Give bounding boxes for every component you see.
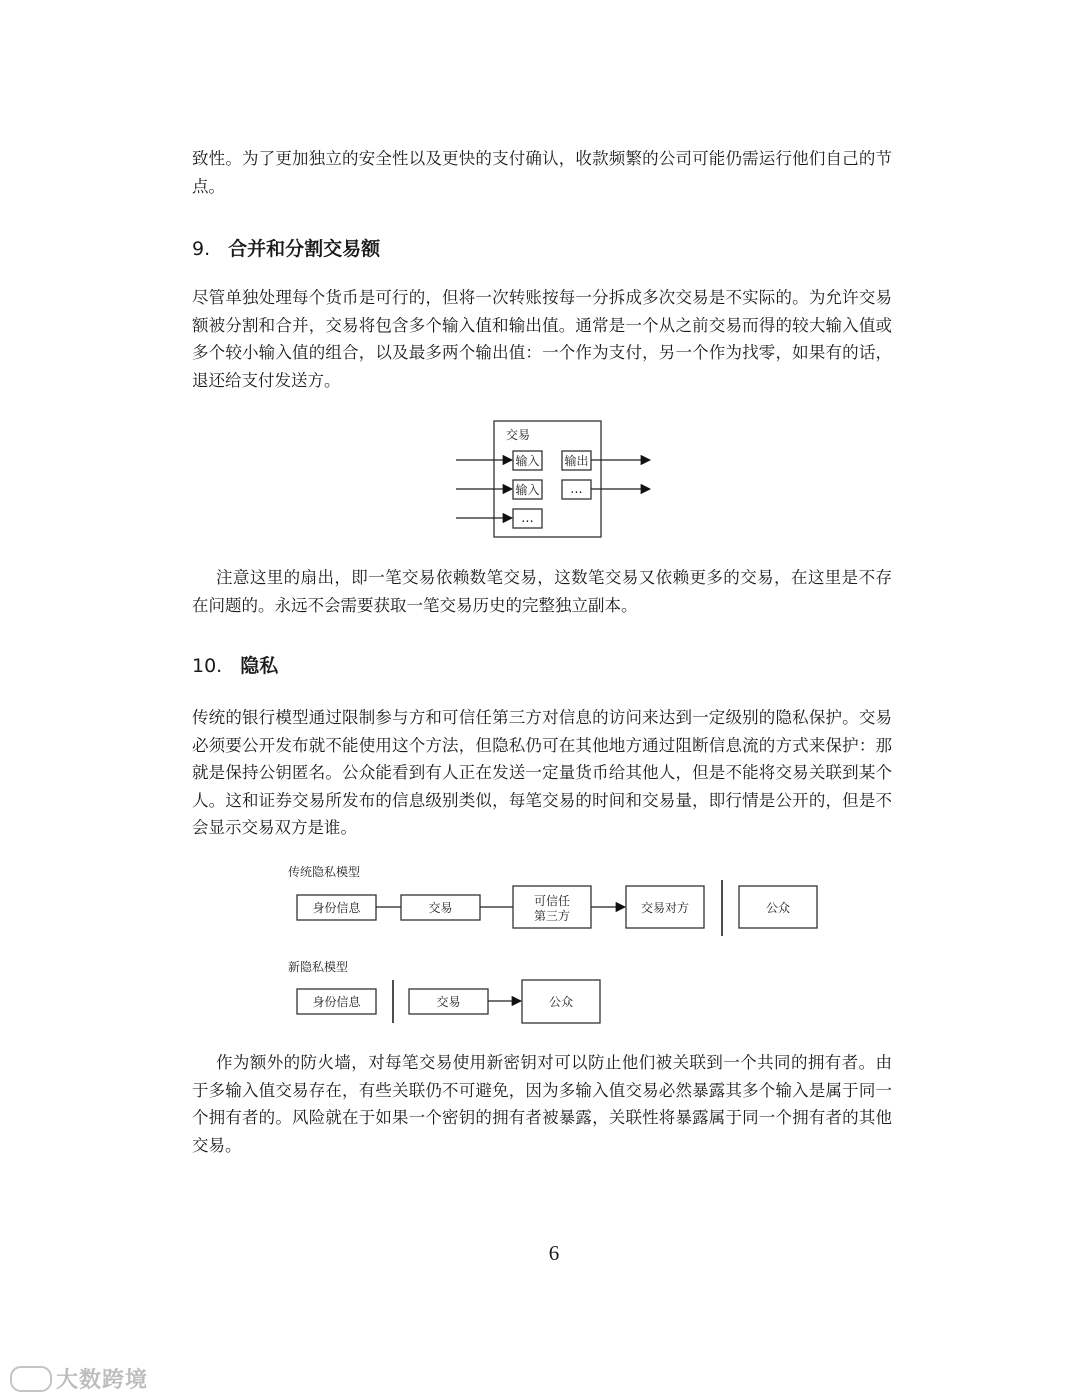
input-more-label: ...: [521, 511, 534, 526]
new-identity-label: 身份信息: [312, 995, 361, 1009]
section-10-closing: 作为额外的防火墙，对每笔交易使用新密钥对可以防止他们被关联到一个共同的拥有者。由于多输入值交易存在，有些关联仍不可避免，因为多输入值交易必然暴露其多个输入是属于同一个拥有者的。风险就在于如果一个密钥的拥有者被暴露，关联性将暴露属于同一个拥有者的其他交易。: [192, 1053, 892, 1155]
new-model-label: 新隐私模型: [288, 960, 349, 974]
intro-paragraph: 致性。为了更加独立的安全性以及更快的支付确认，收款频繁的公司可能仍需运行他们自己的节点。: [192, 149, 892, 196]
section-9-number: 9.: [192, 238, 211, 260]
watermark-text: 大数跨境: [56, 1368, 149, 1393]
transaction-title: 交易: [506, 428, 531, 442]
watermark-logo-icon: [10, 1366, 52, 1392]
trad-public-label: 公众: [765, 901, 791, 915]
section-10-number: 10.: [192, 655, 223, 677]
section-9-paragraph: 尽管单独处理每个货币是可行的，但将一次转账按每一分拆成多次交易是不实际的。为允许交易额被分割和合并，交易将包含多个输入值和输出值。通常是一个从之前交易而得的较大输入值或多个较小输入值的组合，以及最多两个输出值：一个作为支付，另一个作为找零，如果有的话，退还给支付发送方。: [192, 288, 892, 390]
trad-counterparty-label: 交易对方: [640, 901, 690, 915]
page-number: 6: [548, 1241, 560, 1265]
section-9-title: 合并和分割交易额: [228, 238, 381, 260]
watermark: [10, 1363, 148, 1394]
input-2-label: 输入: [515, 483, 540, 497]
output-more-label: ...: [570, 482, 583, 497]
section-10-title: 隐私: [240, 655, 279, 677]
new-transaction-label: 交易: [436, 995, 461, 1009]
trad-trusted-label-line1: 可信任: [533, 894, 571, 908]
output-1-label: 输出: [564, 454, 589, 468]
input-1-label: 输入: [515, 454, 540, 468]
trad-transaction-label: 交易: [428, 901, 453, 915]
new-public-label: 公众: [548, 995, 574, 1009]
trad-trusted-label-line2: 第三方: [533, 909, 571, 923]
traditional-model-label: 传统隐私模型: [288, 865, 361, 879]
section-10-paragraph: 传统的银行模型通过限制参与方和可信任第三方对信息的访问来达到一定级别的隐私保护。交易必须要公开发布就不能使用这个方法，但隐私仍可在其他地方通过阻断信息流的方式来保护：那就是保持公钥匿名。公众能看到有人正在发送一定量货币给其他人，但是不能将交易关联到某个人。这和证券交易所发布的信息级别类似，每笔交易的时间和交易量，即行情是公开的，但是不会显示交易双方是谁。: [192, 708, 892, 837]
section-9-note: 注意这里的扇出，即一笔交易依赖数笔交易，这数笔交易又依赖更多的交易，在这里是不存在问题的。永远不会需要获取一笔交易历史的完整独立副本。: [192, 568, 892, 615]
trad-identity-label: 身份信息: [312, 901, 361, 915]
